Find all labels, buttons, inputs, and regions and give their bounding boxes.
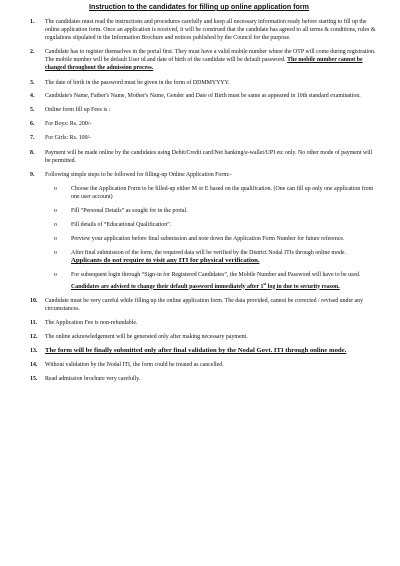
list-item-12: 12. The online acknowledgement will be generated only after making necessary payment. [30,333,248,340]
list-item-10: 10. Candidate must be very careful while filling up the online application form. The data provided, cannot be corrected / revised under any circumstances. [30,297,364,312]
bullet-icon: o [54,236,57,243]
list-item-13: 13. The form will be finally submitted only after final validation by the Nodal Govt. ITI through online mode. [30,347,347,354]
page-title: Instruction to the candidates for filling up online application form [89,3,309,11]
bullet-icon: o [54,185,57,192]
emphasis-note: The mobile number cannot be changed throughout the admission process. [45,57,363,72]
list-item-1: 1. The candidates must read the instructions and procedures carefully and keep all necessary information ready before starting to fill up the online application form. Once an application is received, it will be construed that the candidate has agreed to all terms & conditions, rules & regulations stipulated in the Information Brochure and notices published by the Council for the purpose. [30,19,376,42]
bullet-icon: o [54,250,57,257]
step-item: o After final submission of the form, the required data will be verified by the District Nodal ITIs through online mode. Applicants do not require to visit any ITI for physical verification. [54,250,346,265]
step-item: o Fill details of “Educational Qualification”. [54,222,172,229]
step-item: o Choose the Application Form to be filled-up either M or E based on the qualification. (One can fill up only one application from one user account) [54,185,374,200]
list-item-4: 4. Candidate's Name, Father's Name, Mother's Name, Gender and Date of Birth must be same as appeared in 10th standard examination. [30,93,361,100]
step-item: o For subsequent login through “Sign-in for Registered Candidates”, the Mobile Number and Password will have to be used. Candidates are advised to change their default password immediately after 1st log in due to security reason. [54,272,361,290]
steps-list [45,185,378,291]
list-item-14: 14. Without validation by the Nodal ITI, the form could be treated as cancelled. [30,362,224,369]
list-item-2: 2. Candidate has to register themselves in the portal first. They must have a valid mobile number where the OTP will come during registration. The mobile number will be default User id and date of birth of the candidate will be default password. The mobile number cannot be changed throughout the admission process. [30,49,376,72]
bullet-icon: o [54,272,57,279]
list-item-8: 8. Payment will be made online by the candidates using Debit/Credit card/Net banking/e-wallet/UPI etc only. No other mode of payment will be permitted. [30,149,373,164]
step-item: o Preview your application before final submission and note down the Application Form Number for future reference. [54,236,345,243]
emphasis-note: The form will be finally submitted only after final validation by the Nodal Govt. ITI through online mode. [45,347,347,354]
bullet-icon: o [54,208,57,214]
list-item-11: 11. The Application Fee is non-refundable. [30,319,138,326]
step-item: o Fill “Personal Details” as sought for in the portal. [54,208,188,214]
list-item-15: 15. Read admission brochure very carefully. [30,376,141,383]
bullet-icon: o [54,222,57,229]
emphasis-note: Applicants do not require to visit any ITI for physical verification. [71,257,260,265]
list-item-7: 7. For Girls: Rs. 100/- [30,135,92,142]
list-item-6: 6. For Boys: Rs. 200/- [30,121,92,128]
list-item-5: 5. Online form fill up Fees is : [30,107,111,114]
emphasis-note: Candidates are advised to change their default password immediately after 1st log in due to security reason. [71,280,340,290]
instruction-list [20,18,378,383]
list-item-3: 3. The date of birth in the password must be given in the form of DDMMYYYY. [30,79,230,86]
list-item-9: 9. Following simple steps to be followed for filling-up Online Application Form:- o Choose the Application Form to be filled-up either M or E based on the qualification. (One can fill up only one application from one user account) o Fill “Personal Details” as sought for in the portal. o Fill details of “Educational Qualification”. o Preview your application before final submission and note down the Application Form Number for future reference. o After final submission of the form, the required data will be verified by the District Nodal ITIs through online mode. Applicants do not require to visit any ITI for physical verification. o For subsequent login through “Sign-in for Registered Candidates”, the Mobile Number and Password will have to be used. Candidates are advised to change their default password immediately after 1st log in due to security reason. [20,171,378,291]
